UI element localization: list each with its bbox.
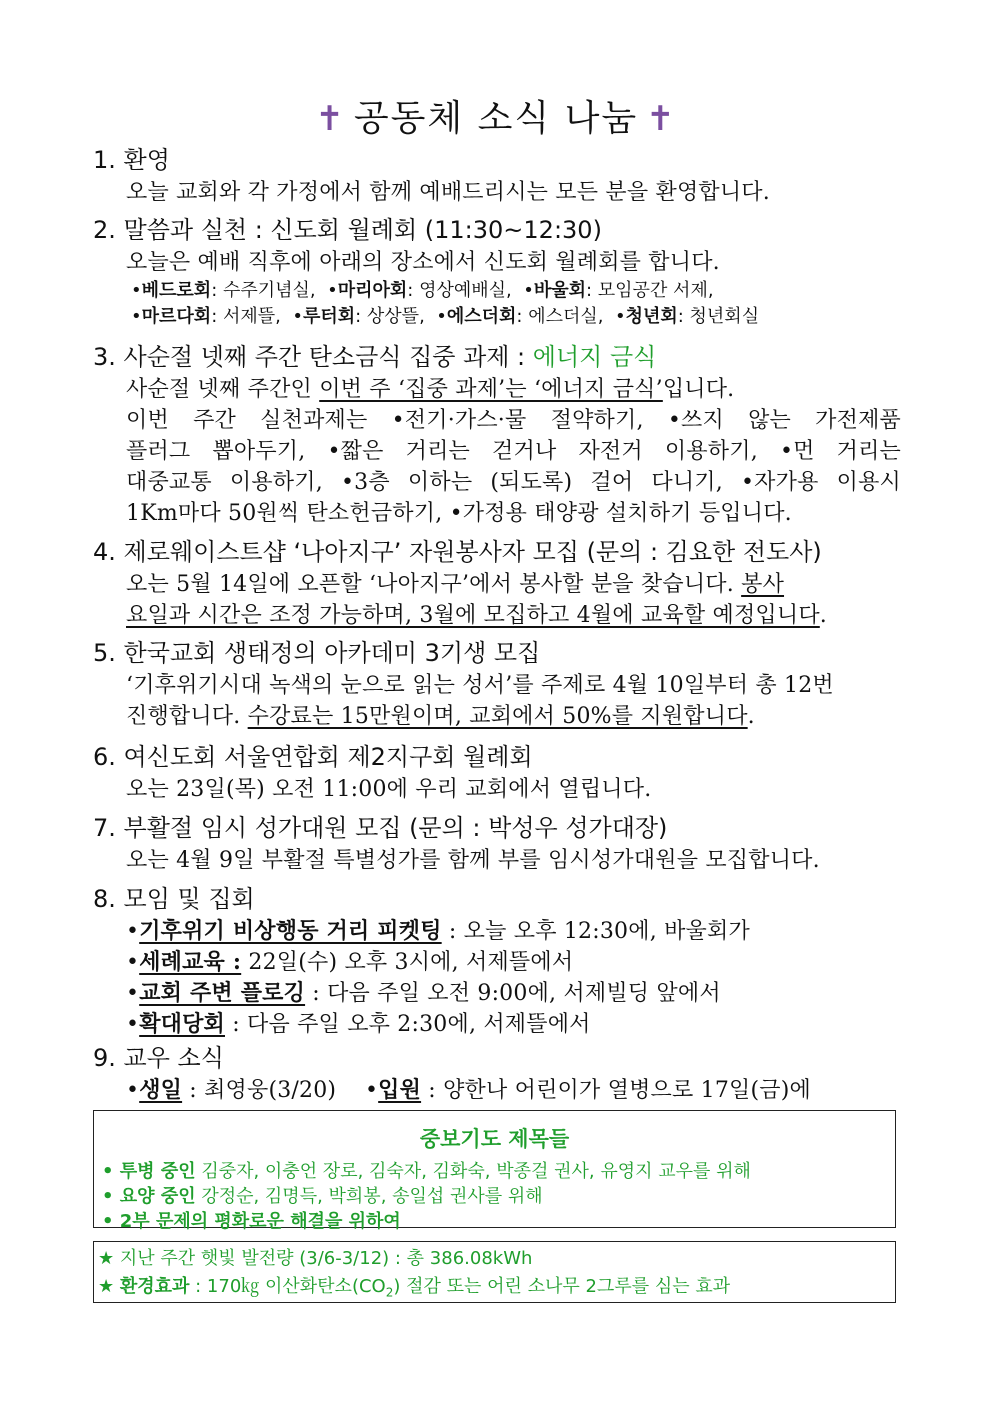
section-heading: 3. 사순절 넷째 주간 탄소금식 집중 과제 : 에너지 금식 [93,343,657,371]
prayer-title: 중보기도 제목들 [419,1127,570,1151]
prayer-item: • 요양 중인 강정순, 김명득, 박희봉, 송일섭 권사를 위해 [102,1186,543,1207]
list-item: •생일 : 최영웅(3/20) •입원 : 양한나 어린이가 열병으로 17일(금)에 [126,1077,811,1103]
section-text: 진행합니다. 수강료는 15만원이며, 교회에서 50%를 지원합니다. [126,704,755,729]
section-eco-academy [93,636,901,732]
list-item: •기후위기 비상행동 거리 피켓팅 : 오늘 오후 12:30에, 바울회가 [126,918,750,944]
section-member-news [93,1041,901,1106]
section-heading: 8. 모임 및 집회 [93,885,255,913]
section-zero-waste [93,535,901,631]
solar-effect: ★ 환경효과 : 170㎏ 이산화탄소$(CO_2)$ 절감 또는 어린 소나무 2그루를 심는 효과 [98,1276,731,1300]
section-womens-meeting [93,740,901,805]
list-item: •교회 주변 플로깅 : 다음 주일 오전 9:00에, 서제빌딩 앞에서 [126,980,721,1006]
section-text: ‘기후위기시대 녹색의 눈으로 읽는 성서’를 주제로 4월 10일부터 총 12번 [126,673,834,698]
section-heading: 2. 말씀과 실천 : 신도회 월례회 (11:30~12:30) [93,216,602,244]
solar-box [93,1241,896,1303]
section-heading: 9. 교우 소식 [93,1044,224,1072]
section-lent-fasting [93,340,901,529]
energy-fasting-highlight: 에너지 금식 [532,343,657,371]
solar-output: ★ 지난 주간 햇빛 발전량 (3/6-3/12) : 총 386.08kWh [98,1248,533,1269]
section-text: 대중교통 이용하기, •3층 이하는 (되도록) 걸어 다니기, •자가용 이용시 [126,470,901,495]
section-text: 사순절 넷째 주간인 이번 주 ‘집중 과제’는 ‘에너지 금식’입니다. [126,377,735,402]
section-text: 이번 주간 실천과제는 •전기·가스·물 절약하기, •쓰지 않는 가전제품 [126,408,901,433]
prayer-box [93,1110,896,1232]
section-text: 오는 23일(목) 오전 11:00에 우리 교회에서 열립니다. [126,777,652,802]
cross-icon: ✝ [646,99,677,139]
section-heading: 1. 환영 [93,146,170,174]
section-text: 오늘은 예배 직후에 아래의 장소에서 신도회 월례회를 합니다. [126,250,720,275]
section-text: 1Km마다 50원씩 탄소헌금하기, •가정용 태양광 설치하기 등입니다. [126,501,792,526]
section-fellowship-meeting [93,213,901,330]
section-easter-choir [93,811,901,876]
list-item: •확대당회 : 다음 주일 오후 2:30에, 서제뜰에서 [126,1011,591,1037]
section-text: 플러그 뽑아두기, •짧은 거리는 걷거나 자전거 이용하기, •먼 거리는 [126,439,901,464]
section-text: 오늘 교회와 각 가정에서 함께 예배드리시는 모든 분을 환영합니다. [126,180,770,205]
section-text: 오는 4월 9일 부활절 특별성가를 함께 부를 임시성가대원을 모집합니다. [126,848,820,873]
prayer-item: • 2부 문제의 평화로운 해결을 위하여 [102,1211,401,1232]
cross-icon: ✝ [315,99,346,139]
section-gatherings [93,882,901,1040]
title-text: 공동체 소식 나눔 [353,98,639,139]
list-item: •세례교육 : 22일(수) 오후 3시에, 서제뜰에서 [126,949,574,975]
group-list: •베드로회: 수주기념실, •마리아회: 영상예배실, •바울회: 모임공간 서제, [131,280,714,301]
prayer-item: • 투병 중인 김중자, 이충언 장로, 김숙자, 김화숙, 박종걸 권사, 유영지 교우를 위해 [102,1161,751,1182]
section-heading: 4. 제로웨이스트샵 ‘나아지구’ 자원봉사자 모집 (문의 : 김요한 전도사) [93,538,822,566]
section-text: 오는 5월 14일에 오픈할 ‘나아지구’에서 봉사할 분을 찾습니다. 봉사 [126,572,785,597]
group-list: •마르다회: 서제뜰, •루터회: 상상뜰, •에스더회: 에스더실, •청년회: 청년회실 [131,306,760,327]
section-welcome [93,143,901,208]
section-heading: 6. 여신도회 서울연합회 제2지구회 월례회 [93,743,533,771]
page-title [0,90,992,141]
section-text: 요일과 시간은 조정 가능하며, 3월에 모집하고 4월에 교육할 예정입니다. [126,603,827,628]
section-heading: 5. 한국교회 생태정의 아카데미 3기생 모집 [93,639,541,667]
section-heading: 7. 부활절 임시 성가대원 모집 (문의 : 박성우 성가대장) [93,814,668,842]
